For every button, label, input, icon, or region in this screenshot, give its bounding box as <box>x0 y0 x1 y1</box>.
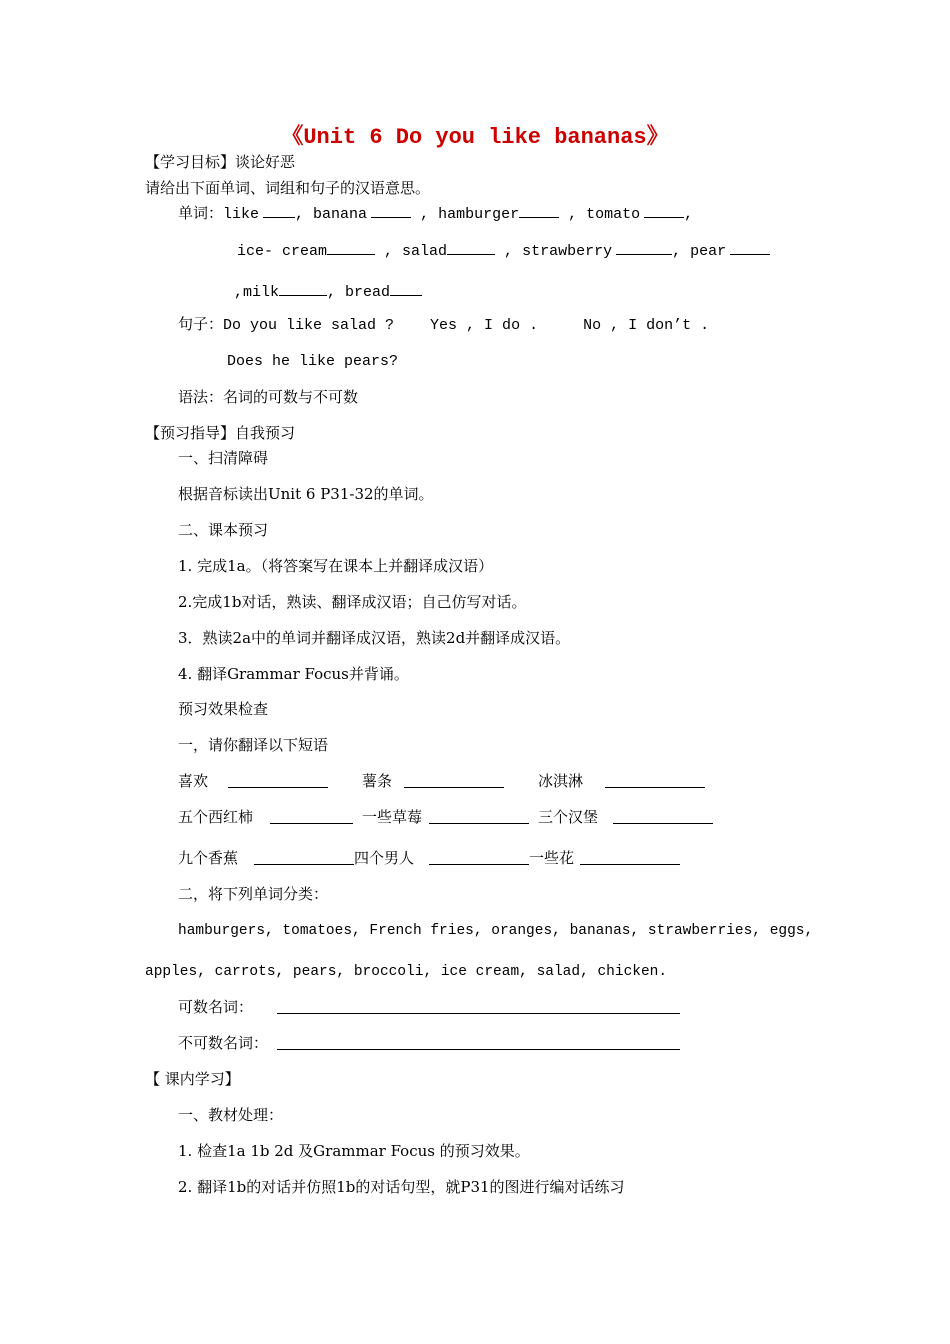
countable-answer-line[interactable] <box>277 1013 680 1014</box>
word: pear <box>690 243 727 260</box>
preview-item: 1. 完成1a。（将答案写在课本上并翻译成汉语） <box>178 557 494 575</box>
word: like <box>223 206 260 223</box>
classify-title: 二，将下列单词分类： <box>178 885 329 903</box>
words-line-1: 单词：like , banana , hamburger , tomato , <box>178 203 693 225</box>
answer-blank[interactable] <box>371 203 411 218</box>
word: milk <box>243 284 280 301</box>
inclass-item: 2. 翻译1b的对话并仿照1b的对话句型，就P31的图进行编对话练习 <box>178 1178 625 1196</box>
inclass-item: 1. 检查1a 1b 2d 及Grammar Focus 的预习效果。 <box>178 1142 530 1160</box>
phrase: 薯条 <box>362 772 393 790</box>
uncountable-label: 不可数名词： <box>178 1034 269 1052</box>
preview-part2-title: 二、课本预习 <box>178 521 269 539</box>
answer-blank[interactable] <box>616 240 672 255</box>
phrase: 三个汉堡 <box>538 808 599 826</box>
answer-blank[interactable] <box>404 787 504 788</box>
answer-blank[interactable] <box>519 203 559 218</box>
phrase: 一些草莓 <box>362 808 423 826</box>
phrase: 九个香蕉 <box>178 849 239 867</box>
answer-blank[interactable] <box>228 787 328 788</box>
words-label: 单词： <box>178 206 224 223</box>
phrase: 喜欢 <box>178 772 209 790</box>
words-line-2: ice- cream , salad , strawberry , pear <box>237 240 770 262</box>
sentences-line-2: Does he like pears? <box>227 353 399 370</box>
inclass-part1-title: 一、教材处理： <box>178 1106 284 1124</box>
answer-blank[interactable] <box>390 281 422 296</box>
word: bread <box>345 284 391 301</box>
answer-blank[interactable] <box>270 823 353 824</box>
answer-blank[interactable] <box>447 240 495 255</box>
preview-part1-text: 根据音标读出Unit 6 P31-32的单词。 <box>178 485 434 503</box>
uncountable-answer-line[interactable] <box>277 1049 680 1050</box>
preview-item: 4. 翻译Grammar Focus并背诵。 <box>178 665 409 683</box>
preview-heading: 【预习指导】自我预习 <box>145 424 296 442</box>
word: hamburger <box>438 206 520 223</box>
sentence-text: Do you like salad ? Yes , I do . No , I don’t . <box>223 317 710 334</box>
grammar-line: 语法：名词的可数与不可数 <box>178 388 359 406</box>
answer-blank[interactable] <box>730 240 770 255</box>
page-title: 《Unit 6 Do you like bananas》 <box>281 125 669 150</box>
preview-part1-title: 一、扫清障碍 <box>178 449 269 467</box>
sentences-line-1 <box>178 316 709 336</box>
check-title: 预习效果检查 <box>178 700 269 718</box>
phrase: 冰淇淋 <box>538 772 584 790</box>
inclass-heading: 【 课内学习】 <box>145 1070 240 1088</box>
goal-instruction: 请给出下面单词、词组和句子的汉语意思。 <box>145 179 431 197</box>
answer-blank[interactable] <box>429 864 529 865</box>
answer-blank[interactable] <box>580 864 680 865</box>
word: salad <box>402 243 448 260</box>
preview-item: 2.完成1b对话，熟读、翻译成汉语；自己仿写对话。 <box>178 593 527 611</box>
word: ice- cream <box>237 243 328 260</box>
sentence-label: 句子： <box>178 317 224 334</box>
goal-heading: 【学习目标】谈论好恶 <box>145 153 296 171</box>
translate-title: 一，请你翻译以下短语 <box>178 736 329 754</box>
answer-blank[interactable] <box>263 203 295 218</box>
phrase: 一些花 <box>529 849 575 867</box>
answer-blank[interactable] <box>613 823 713 824</box>
classify-words-line-1: hamburgers, tomatoes, French fries, oranges, bananas, strawberries, eggs, <box>178 923 814 939</box>
classify-words-line-2: apples, carrots, pears, broccoli, ice cream, salad, chicken. <box>145 964 668 980</box>
answer-blank[interactable] <box>644 203 684 218</box>
words-line-3: ,milk , bread <box>234 281 422 303</box>
answer-blank[interactable] <box>327 240 375 255</box>
phrase: 四个男人 <box>354 849 415 867</box>
preview-item: 3．熟读2a中的单词并翻译成汉语，熟读2d并翻译成汉语。 <box>178 629 571 647</box>
word: tomato <box>586 206 641 223</box>
word: banana <box>313 206 368 223</box>
phrase: 五个西红柿 <box>178 808 254 826</box>
answer-blank[interactable] <box>279 281 327 296</box>
countable-label: 可数名词： <box>178 998 254 1016</box>
answer-blank[interactable] <box>605 787 705 788</box>
word: strawberry <box>522 243 613 260</box>
answer-blank[interactable] <box>429 823 529 824</box>
answer-blank[interactable] <box>254 864 354 865</box>
